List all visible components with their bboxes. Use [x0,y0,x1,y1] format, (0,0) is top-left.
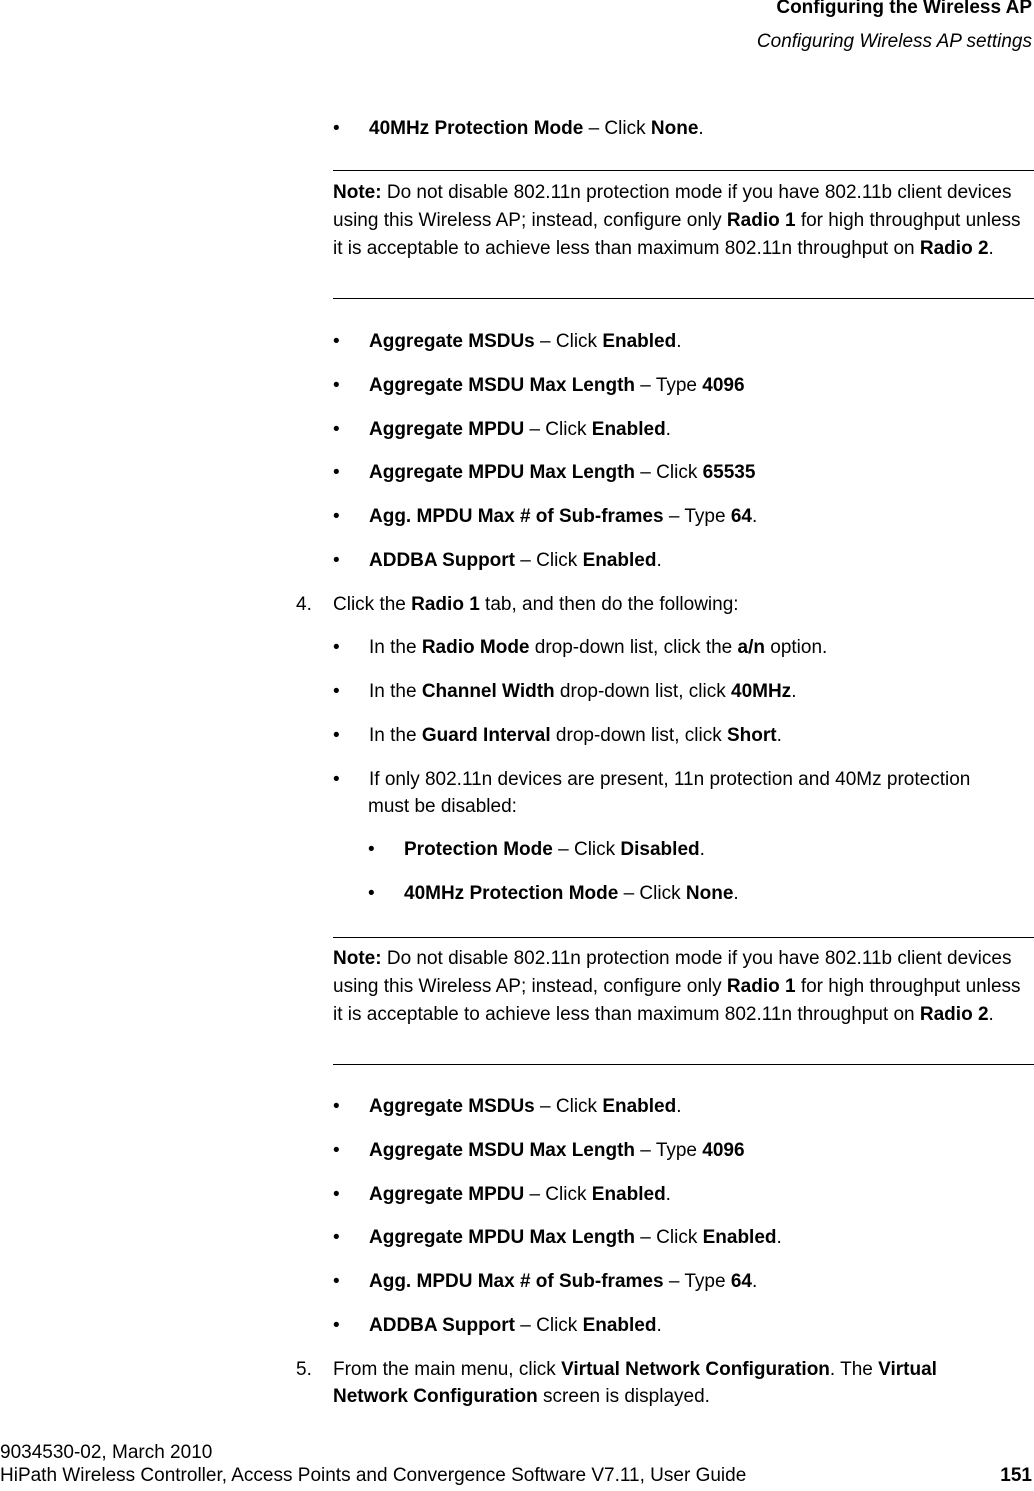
list-item-continuation: must be disabled: [368,796,517,817]
list-item: • In the Channel Width drop-down list, click 40MHz. [333,681,797,702]
list-item: • Agg. MPDU Max # of Sub-frames – Type 64. [333,1271,758,1292]
bullet-40mhz-protection-top: • 40MHz Protection Mode – Click None. [333,118,704,139]
footer-guide-title: HiPath Wireless Controller, Access Points and Convergence Software V7.11, User Guide [0,1465,747,1486]
running-header-section: Configuring Wireless AP settings [756,31,1032,52]
list-item: • ADDBA Support – Click Enabled. [333,550,662,571]
note-rule-bottom [333,298,1034,299]
list-item: • Aggregate MSDU Max Length – Type 4096 [333,1140,745,1161]
note-rule-bottom [333,1064,1034,1065]
page-number: 151 [1000,1465,1032,1486]
list-item: • Aggregate MSDUs – Click Enabled. [333,1096,682,1117]
list-item: • Protection Mode – Click Disabled. [368,839,705,860]
list-item: • If only 802.11n devices are present, 11n protection and 40Mz protection [333,769,971,790]
bullet-marker: • [333,118,340,139]
list-item: • ADDBA Support – Click Enabled. [333,1315,662,1336]
list-item: • In the Radio Mode drop-down list, click the a/n option. [333,637,828,658]
list-item: • Aggregate MPDU Max Length – Click 65535 [333,462,756,483]
list-item: • In the Guard Interval drop-down list, click Short. [333,725,782,746]
list-item: • Aggregate MSDUs – Click Enabled. [333,331,682,352]
step-5-continuation: Network Configuration screen is displayed. [333,1386,710,1407]
list-item: • 40MHz Protection Mode – Click None. [368,883,739,904]
note-rule-top [333,170,1034,171]
list-item: • Aggregate MPDU Max Length – Click Enabled. [333,1227,782,1248]
running-header-chapter: Configuring the Wireless AP [776,0,1032,18]
note-box: Note: Do not disable 802.11n protection mode if you have 802.11b client devices using this Wireless AP; instead, configure only Radio 1 for high throughput unless it is acceptable to achieve less than maximum 802.11n throughput on Radio 2. [333,948,1021,1025]
list-item: • Aggregate MPDU – Click Enabled. [333,419,671,440]
step-5: 5. From the main menu, click Virtual Network Configuration. The Virtual [296,1359,937,1380]
note-box: Note: Do not disable 802.11n protection mode if you have 802.11b client devices using this Wireless AP; instead, configure only Radio 1 for high throughput unless it is acceptable to achieve less than maximum 802.11n throughput on Radio 2. [333,182,1021,259]
list-item: • Aggregate MSDU Max Length – Type 4096 [333,375,745,396]
note-rule-top [333,937,1034,938]
list-item: • Agg. MPDU Max # of Sub-frames – Type 64. [333,506,758,527]
step-4: 4. Click the Radio 1 tab, and then do the following: [296,594,739,615]
list-item: • Aggregate MPDU – Click Enabled. [333,1184,671,1205]
footer-doc-number: 9034530-02, March 2010 [0,1442,213,1463]
